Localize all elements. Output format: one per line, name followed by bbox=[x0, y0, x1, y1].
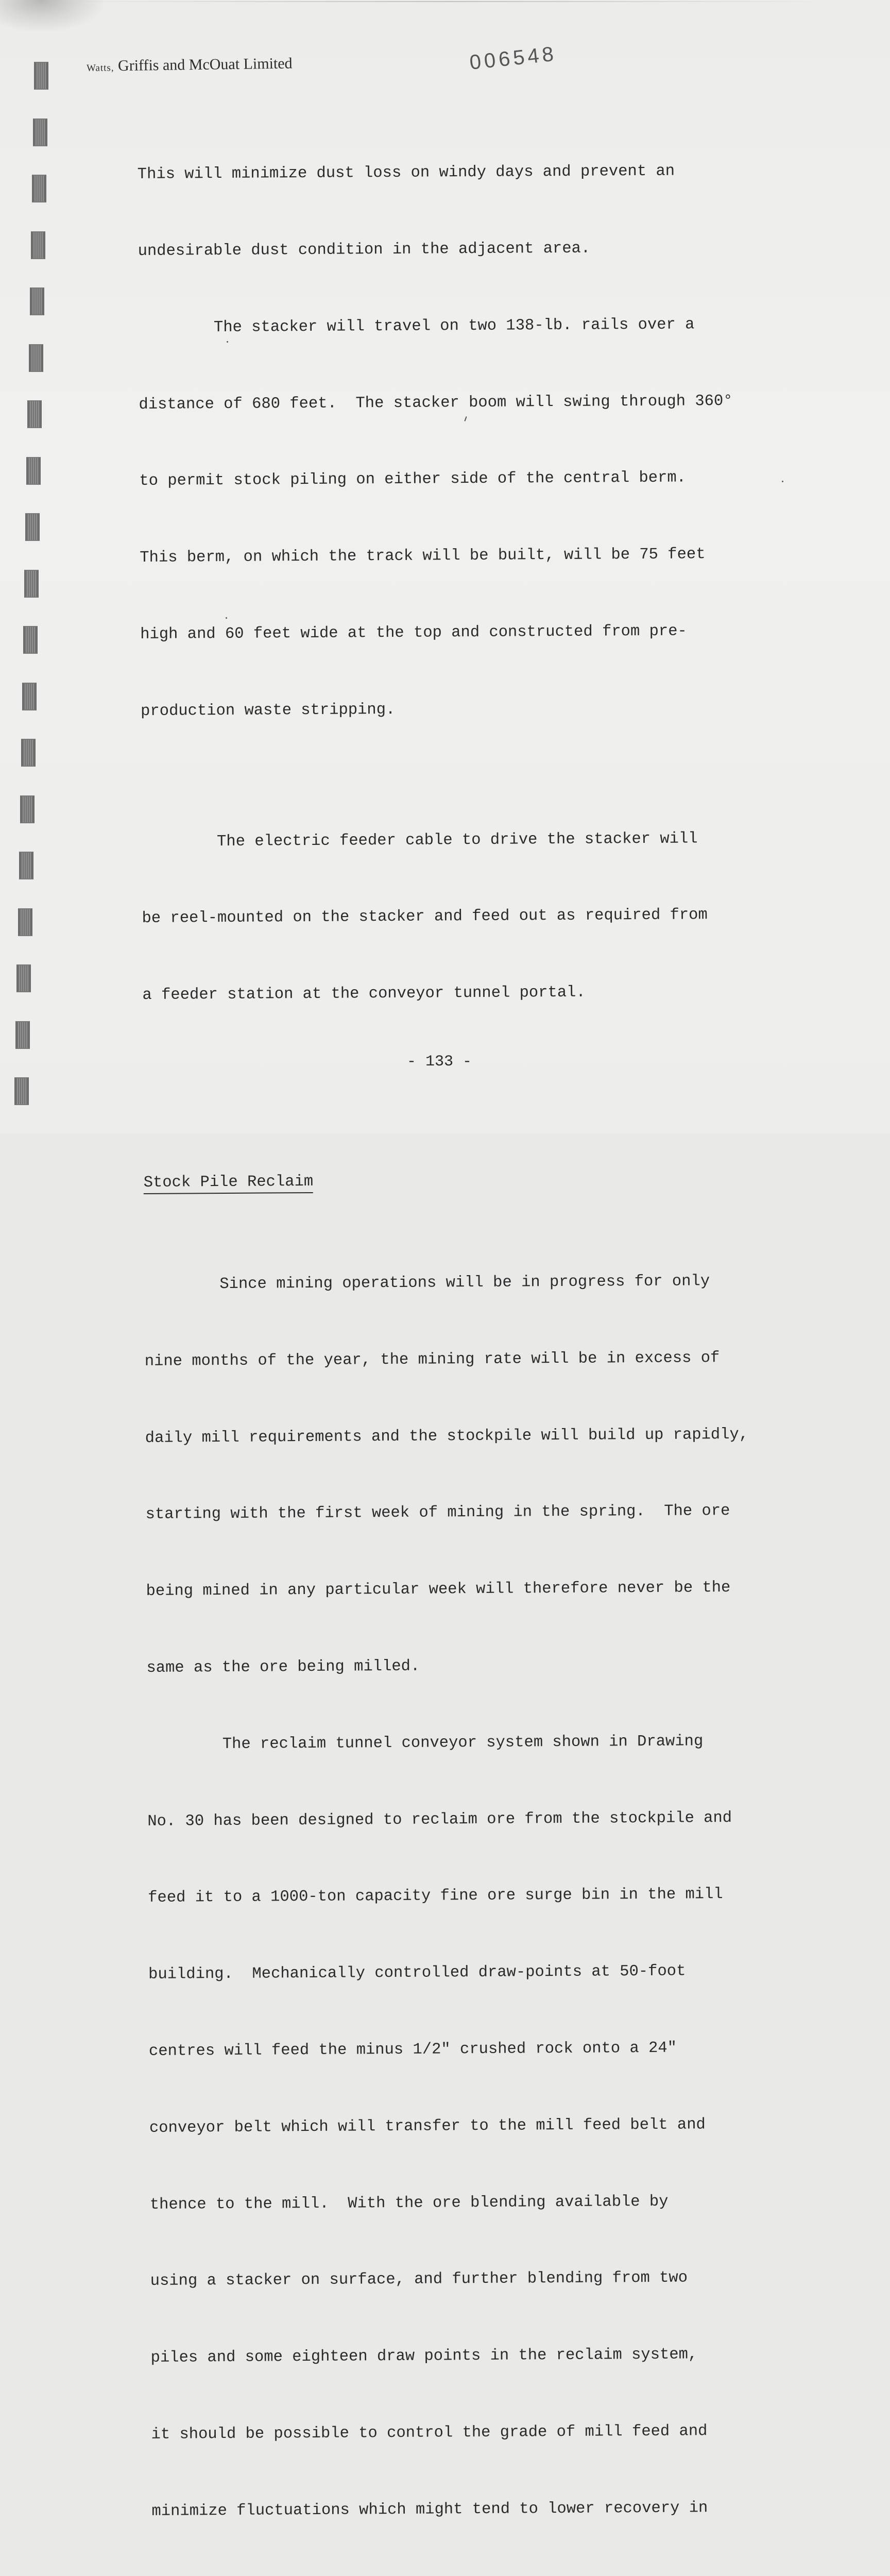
binding-hole bbox=[22, 683, 37, 710]
text-line: undesirable dust condition in the adjacent area. bbox=[138, 240, 591, 260]
binding-hole bbox=[16, 964, 31, 992]
text-line: a feeder station at the conveyor tunnel portal. bbox=[142, 984, 586, 1005]
binding-hole bbox=[19, 852, 33, 879]
text-line: daily mill requirements and the stockpile will build up rapidly, bbox=[145, 1426, 749, 1447]
text-line: starting with the first week of mining in the spring. The ore bbox=[145, 1502, 730, 1524]
body-text bbox=[137, 107, 824, 2576]
text-line: building. Mechanically controlled draw-points at 50-foot bbox=[148, 1962, 686, 1984]
section-gap bbox=[143, 1081, 813, 1120]
binding-hole bbox=[33, 118, 47, 146]
text-line: No. 30 has been designed to reclaim ore from the stockpile and bbox=[147, 1809, 732, 1831]
scan-edge-line bbox=[62, 1, 834, 2]
text-line: nine months of the year, the mining rate will be in excess of bbox=[144, 1349, 720, 1370]
text-line: centres will feed the minus 1/2" crushed rock onto a 24" bbox=[148, 2039, 677, 2060]
binding-hole bbox=[32, 175, 46, 202]
binding-hole bbox=[24, 570, 39, 598]
text-line: it should be possible to control the grade of mill feed and bbox=[151, 2422, 708, 2444]
binding-hole bbox=[25, 513, 40, 541]
page-number: - 133 - bbox=[407, 1053, 472, 1071]
binding-hole bbox=[20, 795, 35, 823]
binding-hole bbox=[23, 626, 38, 654]
text-line: feed it to a 1000-ton capacity fine ore surge bin in the mill bbox=[148, 1886, 723, 1907]
binding-hole bbox=[26, 457, 41, 485]
scan-speck bbox=[782, 481, 783, 482]
scan-speck bbox=[227, 341, 228, 343]
letterhead bbox=[87, 55, 293, 75]
binding-hole bbox=[31, 231, 45, 259]
text-line: This will minimize dust loss on windy days and prevent an bbox=[137, 162, 675, 184]
text-line: being mined in any particular week will therefore never be the bbox=[146, 1579, 731, 1601]
binding-holes bbox=[0, 0, 57, 1133]
binding-hole bbox=[27, 400, 42, 428]
text-line: high and 60 feet wide at the top and constructed from pre- bbox=[140, 622, 687, 643]
text-line: minimize fluctuations which might tend to lower recovery in bbox=[151, 2499, 708, 2520]
binding-hole bbox=[18, 908, 32, 936]
letterhead-company-name: Griffis and McOuat Limited bbox=[117, 55, 293, 75]
binding-hole bbox=[15, 1021, 30, 1049]
paragraph-gap bbox=[141, 771, 811, 778]
text-line: be reel-mounted on the stacker and feed out as required from bbox=[142, 906, 708, 928]
text-line: conveyor belt which will transfer to the mill feed belt and bbox=[149, 2116, 706, 2137]
text-line: thence to the mill. With the ore blending available by bbox=[149, 2193, 669, 2214]
document-stamp-number: 006548 bbox=[468, 42, 558, 74]
text-line: same as the ore being milled. bbox=[146, 1657, 420, 1677]
section-heading: Stock Pile Reclaim bbox=[144, 1172, 314, 1194]
text-line: production waste stripping. bbox=[141, 701, 396, 720]
letterhead-prefix: Watts, bbox=[86, 62, 114, 74]
text-line: This berm, on which the track will be built, will be 75 feet bbox=[140, 546, 706, 567]
binding-hole bbox=[14, 1077, 29, 1105]
text-line: The electric feeder cable to drive the stacker will bbox=[141, 830, 698, 851]
binding-hole bbox=[21, 739, 36, 767]
binding-hole bbox=[30, 287, 44, 315]
scan-speck bbox=[226, 617, 227, 619]
binding-hole bbox=[29, 344, 43, 372]
text-line: The stacker will travel on two 138-lb. rails over a bbox=[138, 316, 695, 337]
text-line bbox=[152, 2571, 821, 2576]
binding-hole bbox=[34, 62, 48, 90]
text-line: using a stacker on surface, and further blending from two bbox=[150, 2269, 688, 2291]
text-line: distance of 680 feet. The stacker boom will swing through 360° bbox=[139, 392, 733, 414]
text-line: The reclaim tunnel conveyor system shown in Drawing bbox=[147, 1733, 704, 1754]
text-line: to permit stock piling on either side of the central berm. bbox=[139, 469, 687, 490]
text-line: Since mining operations will be in progress for only bbox=[144, 1273, 710, 1294]
section-heading-line bbox=[144, 1166, 813, 1196]
text-line: piles and some eighteen draw points in the reclaim system, bbox=[150, 2346, 698, 2367]
